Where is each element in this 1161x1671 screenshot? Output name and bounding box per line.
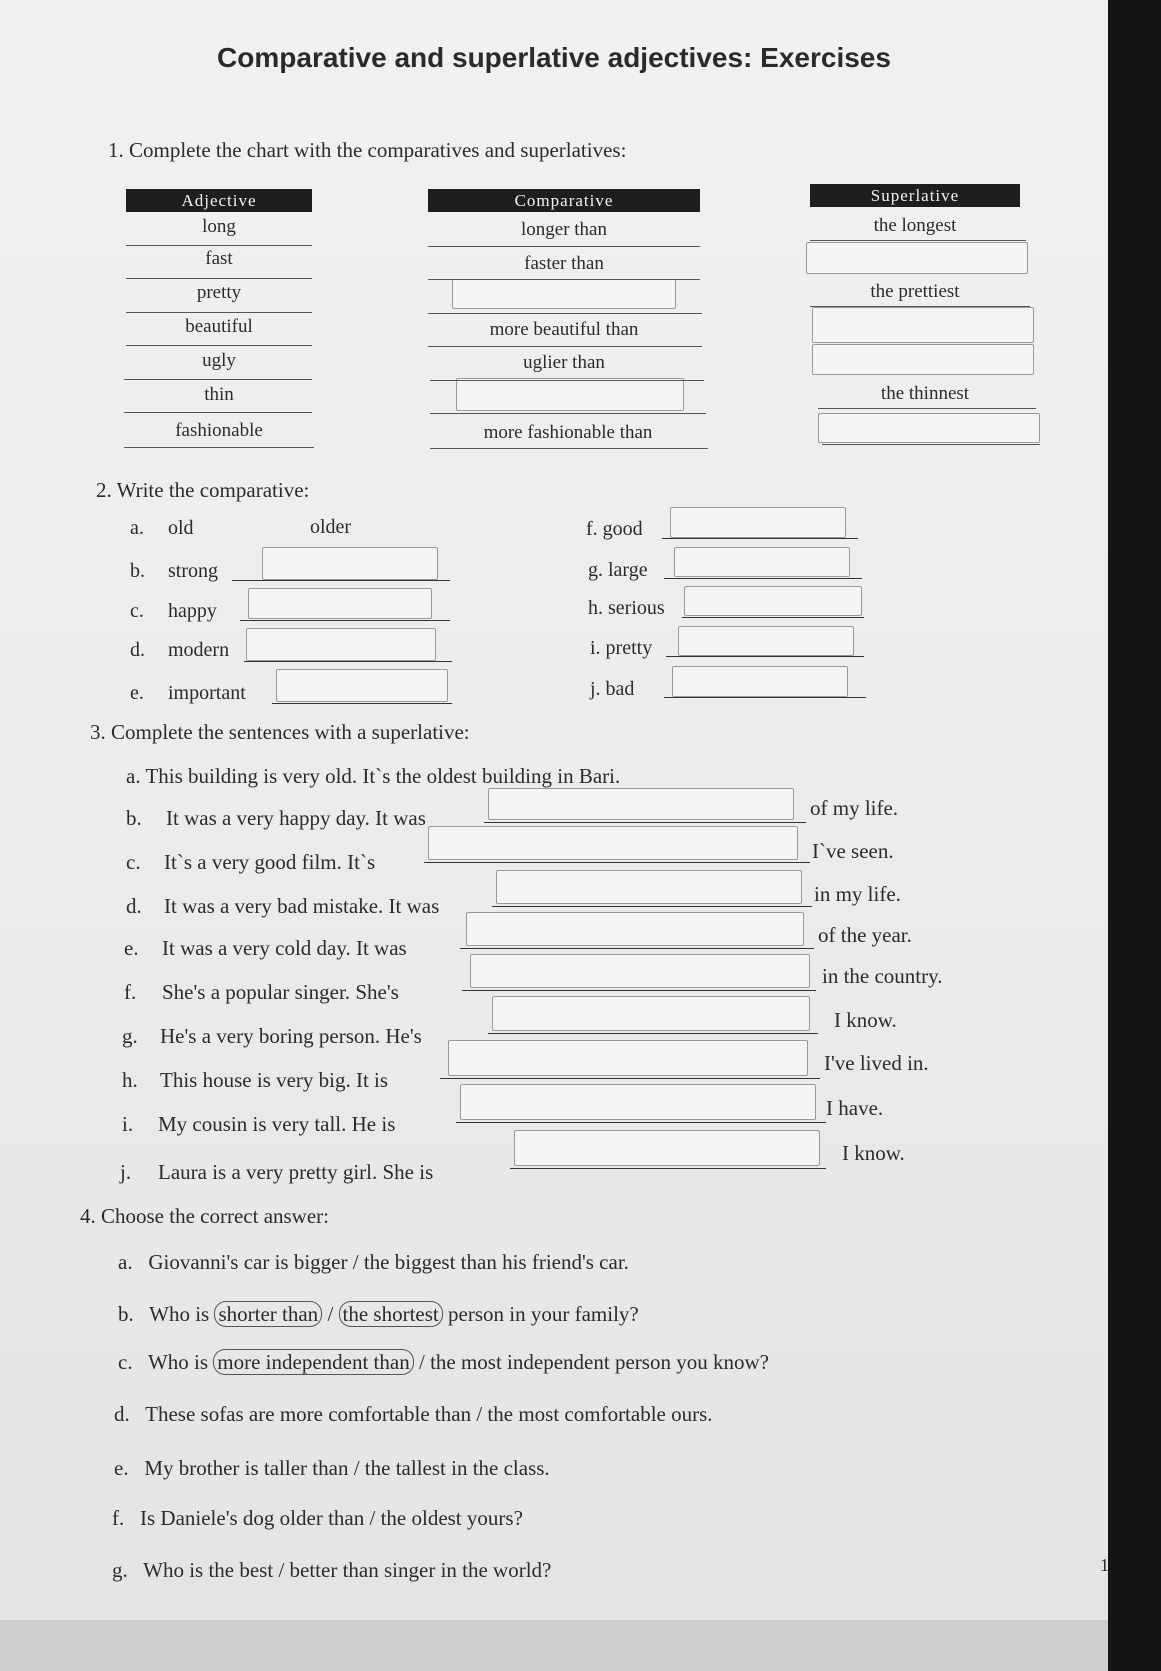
answer-line bbox=[244, 661, 452, 662]
ex3-d-after: in my life. bbox=[814, 882, 901, 906]
ex3-g-answer-box[interactable] bbox=[492, 996, 810, 1031]
sup-ugly-answer-box[interactable] bbox=[812, 344, 1034, 375]
ex3-c-answer-box[interactable] bbox=[428, 826, 798, 860]
row-rule bbox=[822, 444, 1040, 445]
ex4-d-option-2[interactable]: the most comfortable bbox=[487, 1402, 666, 1426]
row-rule bbox=[818, 408, 1036, 409]
ex4-f-letter: f. bbox=[112, 1506, 125, 1530]
ex2-c-letter: c. bbox=[130, 600, 144, 622]
ex3-heading: 3. Complete the sentences with a superlative: bbox=[90, 720, 470, 744]
row-rule bbox=[430, 413, 706, 414]
row-rule bbox=[428, 313, 702, 314]
ex4-f-option-1[interactable]: older than bbox=[279, 1506, 365, 1530]
row-rule bbox=[124, 379, 312, 380]
ex2-c-word: happy bbox=[168, 600, 217, 622]
ex2-g-answer-box[interactable] bbox=[674, 547, 850, 577]
ex4-f-post: yours? bbox=[461, 1506, 523, 1530]
ex4-b-letter: b. bbox=[118, 1302, 134, 1326]
comp-pretty-answer-box[interactable] bbox=[452, 279, 676, 309]
sup-beautiful-answer-box[interactable] bbox=[812, 307, 1034, 343]
ex4-b-option-1[interactable]: shorter than bbox=[214, 1301, 322, 1327]
answer-line bbox=[664, 697, 866, 698]
ex3-g-letter: g. bbox=[122, 1024, 138, 1048]
ex2-e-answer-box[interactable] bbox=[276, 669, 448, 702]
ex3-c-after: I`ve seen. bbox=[812, 839, 894, 863]
ex2-b-letter: b. bbox=[130, 560, 145, 582]
ex3-f-after: in the country. bbox=[822, 964, 943, 988]
ex4-c-separator: / bbox=[413, 1350, 431, 1374]
ex3-h-text: This house is very big. It is bbox=[160, 1068, 389, 1092]
ex3-e-text: It was a very cold day. It was bbox=[162, 936, 407, 960]
ex2-b-answer-box[interactable] bbox=[262, 547, 438, 580]
ex2-i-answer-box[interactable] bbox=[678, 626, 854, 656]
answer-line bbox=[424, 862, 810, 863]
ex3-e-letter: e. bbox=[124, 936, 139, 960]
header-adjective: Adjective bbox=[126, 189, 312, 212]
ex4-g-separator: / bbox=[273, 1558, 290, 1582]
answer-line bbox=[492, 906, 812, 907]
ex4-a-option-1[interactable]: bigger bbox=[293, 1250, 348, 1274]
ex4-d-pre: These sofas are bbox=[145, 1402, 280, 1426]
comp-ugly: uglier than bbox=[523, 352, 605, 373]
ex2-e-letter: e. bbox=[130, 682, 144, 704]
ex3-b-answer-box[interactable] bbox=[488, 788, 794, 820]
ex2-i-label: i. pretty bbox=[590, 637, 653, 659]
ex2-j-label: j. bad bbox=[590, 678, 635, 700]
answer-line bbox=[666, 656, 864, 657]
ex3-b-text: It was a very happy day. It was bbox=[166, 806, 426, 830]
ex3-f-letter: f. bbox=[124, 980, 137, 1004]
ex3-f-answer-box[interactable] bbox=[470, 954, 810, 988]
answer-line bbox=[682, 617, 864, 618]
sup-fast-answer-box[interactable] bbox=[806, 242, 1028, 274]
ex3-f-text: She's a popular singer. She's bbox=[162, 980, 399, 1004]
row-rule bbox=[810, 306, 1030, 307]
table-surface bbox=[0, 1620, 1108, 1671]
ex4-a-option-2[interactable]: the biggest bbox=[363, 1250, 456, 1274]
row-rule bbox=[126, 278, 312, 279]
row-rule bbox=[810, 240, 1026, 241]
ex4-b-separator: / bbox=[322, 1302, 339, 1326]
ex2-j-answer-box[interactable] bbox=[672, 666, 848, 697]
comp-fashionable: more fashionable than bbox=[483, 422, 653, 443]
ex2-d-letter: d. bbox=[130, 639, 145, 661]
ex4-c-letter: c. bbox=[118, 1350, 133, 1374]
ex4-f-option-2[interactable]: the oldest bbox=[380, 1506, 462, 1530]
ex2-c-answer-box[interactable] bbox=[248, 588, 432, 619]
ex4-a-pre: Giovanni's car is bbox=[148, 1250, 294, 1274]
ex4-c-option-1[interactable]: more independent than bbox=[213, 1349, 413, 1375]
ex4-e-option-1[interactable]: taller than bbox=[263, 1456, 349, 1480]
ex4-e-separator: / bbox=[348, 1456, 365, 1480]
ex4-a-separator: / bbox=[347, 1250, 364, 1274]
ex2-g-label: g. large bbox=[588, 559, 648, 581]
ex4-e-post: in the class. bbox=[445, 1456, 550, 1480]
ex3-j-text: Laura is a very pretty girl. She is bbox=[158, 1160, 434, 1184]
ex3-d-letter: d. bbox=[126, 894, 142, 918]
ex4-g-post: singer in the world? bbox=[378, 1558, 552, 1582]
ex4-e-pre: My brother is bbox=[144, 1456, 264, 1480]
ex4-item-a bbox=[118, 1250, 629, 1275]
row-rule bbox=[430, 380, 704, 381]
page-title: Comparative and superlative adjectives: Exercises bbox=[217, 42, 891, 73]
ex3-j-after: I know. bbox=[842, 1141, 905, 1165]
ex3-h-after: I've lived in. bbox=[824, 1051, 929, 1075]
ex4-b-option-2[interactable]: the shortest bbox=[339, 1301, 443, 1327]
ex3-i-after: I have. bbox=[826, 1096, 884, 1120]
ex3-b-after: of my life. bbox=[810, 796, 899, 820]
ex4-e-letter: e. bbox=[114, 1456, 129, 1480]
ex4-g-letter: g. bbox=[112, 1558, 128, 1582]
row-rule bbox=[428, 246, 700, 247]
ex4-item-g bbox=[112, 1558, 551, 1583]
ex3-h-answer-box[interactable] bbox=[448, 1040, 808, 1076]
answer-line bbox=[510, 1168, 826, 1169]
ex2-f-label: f. good bbox=[586, 518, 643, 540]
ex3-d-answer-box[interactable] bbox=[496, 870, 802, 904]
answer-line bbox=[488, 1033, 818, 1034]
comp-beautiful: more beautiful than bbox=[489, 319, 639, 340]
ex2-heading: 2. Write the comparative: bbox=[96, 478, 310, 502]
answer-line bbox=[240, 620, 450, 621]
ex4-b-pre: Who is bbox=[149, 1302, 215, 1326]
answer-line bbox=[664, 578, 862, 579]
ex2-a-letter: a. bbox=[130, 517, 144, 539]
ex4-d-separator: / bbox=[471, 1402, 488, 1426]
row-rule bbox=[124, 412, 312, 413]
ex4-c-pre: Who is bbox=[147, 1350, 214, 1374]
header-superlative: Superlative bbox=[810, 184, 1020, 207]
ex3-j-answer-box[interactable] bbox=[514, 1130, 820, 1166]
ex3-e-answer-box[interactable] bbox=[466, 912, 804, 946]
ex4-d-option-1[interactable]: more comfortable than bbox=[279, 1402, 472, 1426]
dark-background-edge bbox=[1108, 0, 1161, 1671]
ex4-c-option-2[interactable]: the most independent bbox=[430, 1350, 610, 1374]
ex2-h-answer-box[interactable] bbox=[684, 586, 862, 616]
ex4-b-post: person in your family? bbox=[442, 1302, 639, 1326]
comp-long: longer than bbox=[520, 219, 607, 240]
sup-thin: the thinnest bbox=[880, 383, 970, 404]
row-rule bbox=[126, 312, 312, 313]
ex2-a-answer: older bbox=[310, 516, 352, 538]
ex3-example: a. This building is very old. It`s the oldest building in Bari. bbox=[126, 764, 621, 788]
ex4-a-letter: a. bbox=[118, 1250, 133, 1274]
adj-fashionable: fashionable bbox=[175, 420, 263, 441]
ex3-j-letter: j. bbox=[120, 1160, 132, 1184]
ex4-item-f bbox=[112, 1506, 523, 1531]
adj-pretty: pretty bbox=[196, 282, 242, 303]
row-rule bbox=[428, 346, 702, 347]
row-rule bbox=[126, 245, 312, 246]
adj-ugly: ugly bbox=[202, 350, 236, 371]
ex2-d-answer-box[interactable] bbox=[246, 628, 436, 661]
ex4-item-b bbox=[118, 1302, 639, 1327]
ex2-a-word: old bbox=[168, 517, 194, 539]
sup-pretty: the prettiest bbox=[870, 281, 960, 302]
ex3-g-after: I know. bbox=[834, 1008, 897, 1032]
ex3-e-after: of the year. bbox=[818, 923, 912, 947]
answer-line bbox=[232, 580, 450, 581]
ex3-i-text: My cousin is very tall. He is bbox=[158, 1112, 396, 1136]
answer-line bbox=[460, 948, 814, 949]
answer-line bbox=[462, 990, 816, 991]
answer-line bbox=[456, 1122, 826, 1123]
ex4-f-pre: Is Daniele's dog bbox=[140, 1506, 280, 1530]
row-rule bbox=[430, 448, 708, 449]
page-number: 1 bbox=[1100, 1555, 1109, 1575]
answer-line bbox=[440, 1078, 820, 1079]
ex3-i-letter: i. bbox=[122, 1112, 134, 1136]
ex4-item-e bbox=[114, 1456, 550, 1481]
ex4-d-letter: d. bbox=[114, 1402, 130, 1426]
ex3-c-text: It`s a very good film. It`s bbox=[164, 850, 376, 874]
ex4-c-post: person you know? bbox=[609, 1350, 769, 1374]
adj-beautiful: beautiful bbox=[185, 316, 253, 337]
ex2-h-label: h. serious bbox=[588, 597, 665, 619]
ex2-f-answer-box[interactable] bbox=[670, 507, 846, 538]
ex4-item-c bbox=[118, 1350, 769, 1375]
adj-fast: fast bbox=[205, 248, 233, 269]
ex4-g-option-2[interactable]: better than bbox=[289, 1558, 379, 1582]
ex4-e-option-2[interactable]: the tallest bbox=[364, 1456, 446, 1480]
header-comparative: Comparative bbox=[428, 189, 700, 212]
ex4-heading: 4. Choose the correct answer: bbox=[80, 1204, 329, 1228]
adj-long: long bbox=[202, 216, 236, 237]
row-rule bbox=[124, 447, 314, 448]
ex3-c-letter: c. bbox=[126, 850, 141, 874]
answer-line bbox=[484, 822, 806, 823]
ex3-h-letter: h. bbox=[122, 1068, 138, 1092]
ex4-a-post: than his friend's car. bbox=[455, 1250, 629, 1274]
ex1-heading: 1. Complete the chart with the comparatives and superlatives: bbox=[108, 138, 627, 162]
ex3-g-text: He's a very boring person. He's bbox=[160, 1024, 422, 1048]
comp-thin-answer-box[interactable] bbox=[456, 378, 684, 411]
sup-fashionable-answer-box[interactable] bbox=[818, 413, 1040, 443]
ex2-d-word: modern bbox=[168, 639, 230, 661]
ex4-g-pre: Who is bbox=[143, 1558, 209, 1582]
answer-line bbox=[272, 703, 452, 704]
ex2-e-word: important bbox=[168, 682, 246, 704]
ex3-i-answer-box[interactable] bbox=[460, 1084, 816, 1120]
sup-long: the longest bbox=[873, 215, 957, 236]
ex3-b-letter: b. bbox=[126, 806, 142, 830]
ex3-d-text: It was a very bad mistake. It was bbox=[164, 894, 440, 918]
ex2-b-word: strong bbox=[168, 560, 218, 582]
row-rule bbox=[428, 279, 700, 280]
answer-line bbox=[662, 538, 858, 539]
ex4-d-post: ours. bbox=[665, 1402, 713, 1426]
ex4-g-option-1[interactable]: the best bbox=[208, 1558, 274, 1582]
ex4-item-d bbox=[114, 1402, 713, 1427]
ex4-f-separator: / bbox=[364, 1506, 381, 1530]
comp-fast: faster than bbox=[524, 253, 604, 274]
row-rule bbox=[126, 345, 312, 346]
adj-thin: thin bbox=[204, 384, 234, 405]
